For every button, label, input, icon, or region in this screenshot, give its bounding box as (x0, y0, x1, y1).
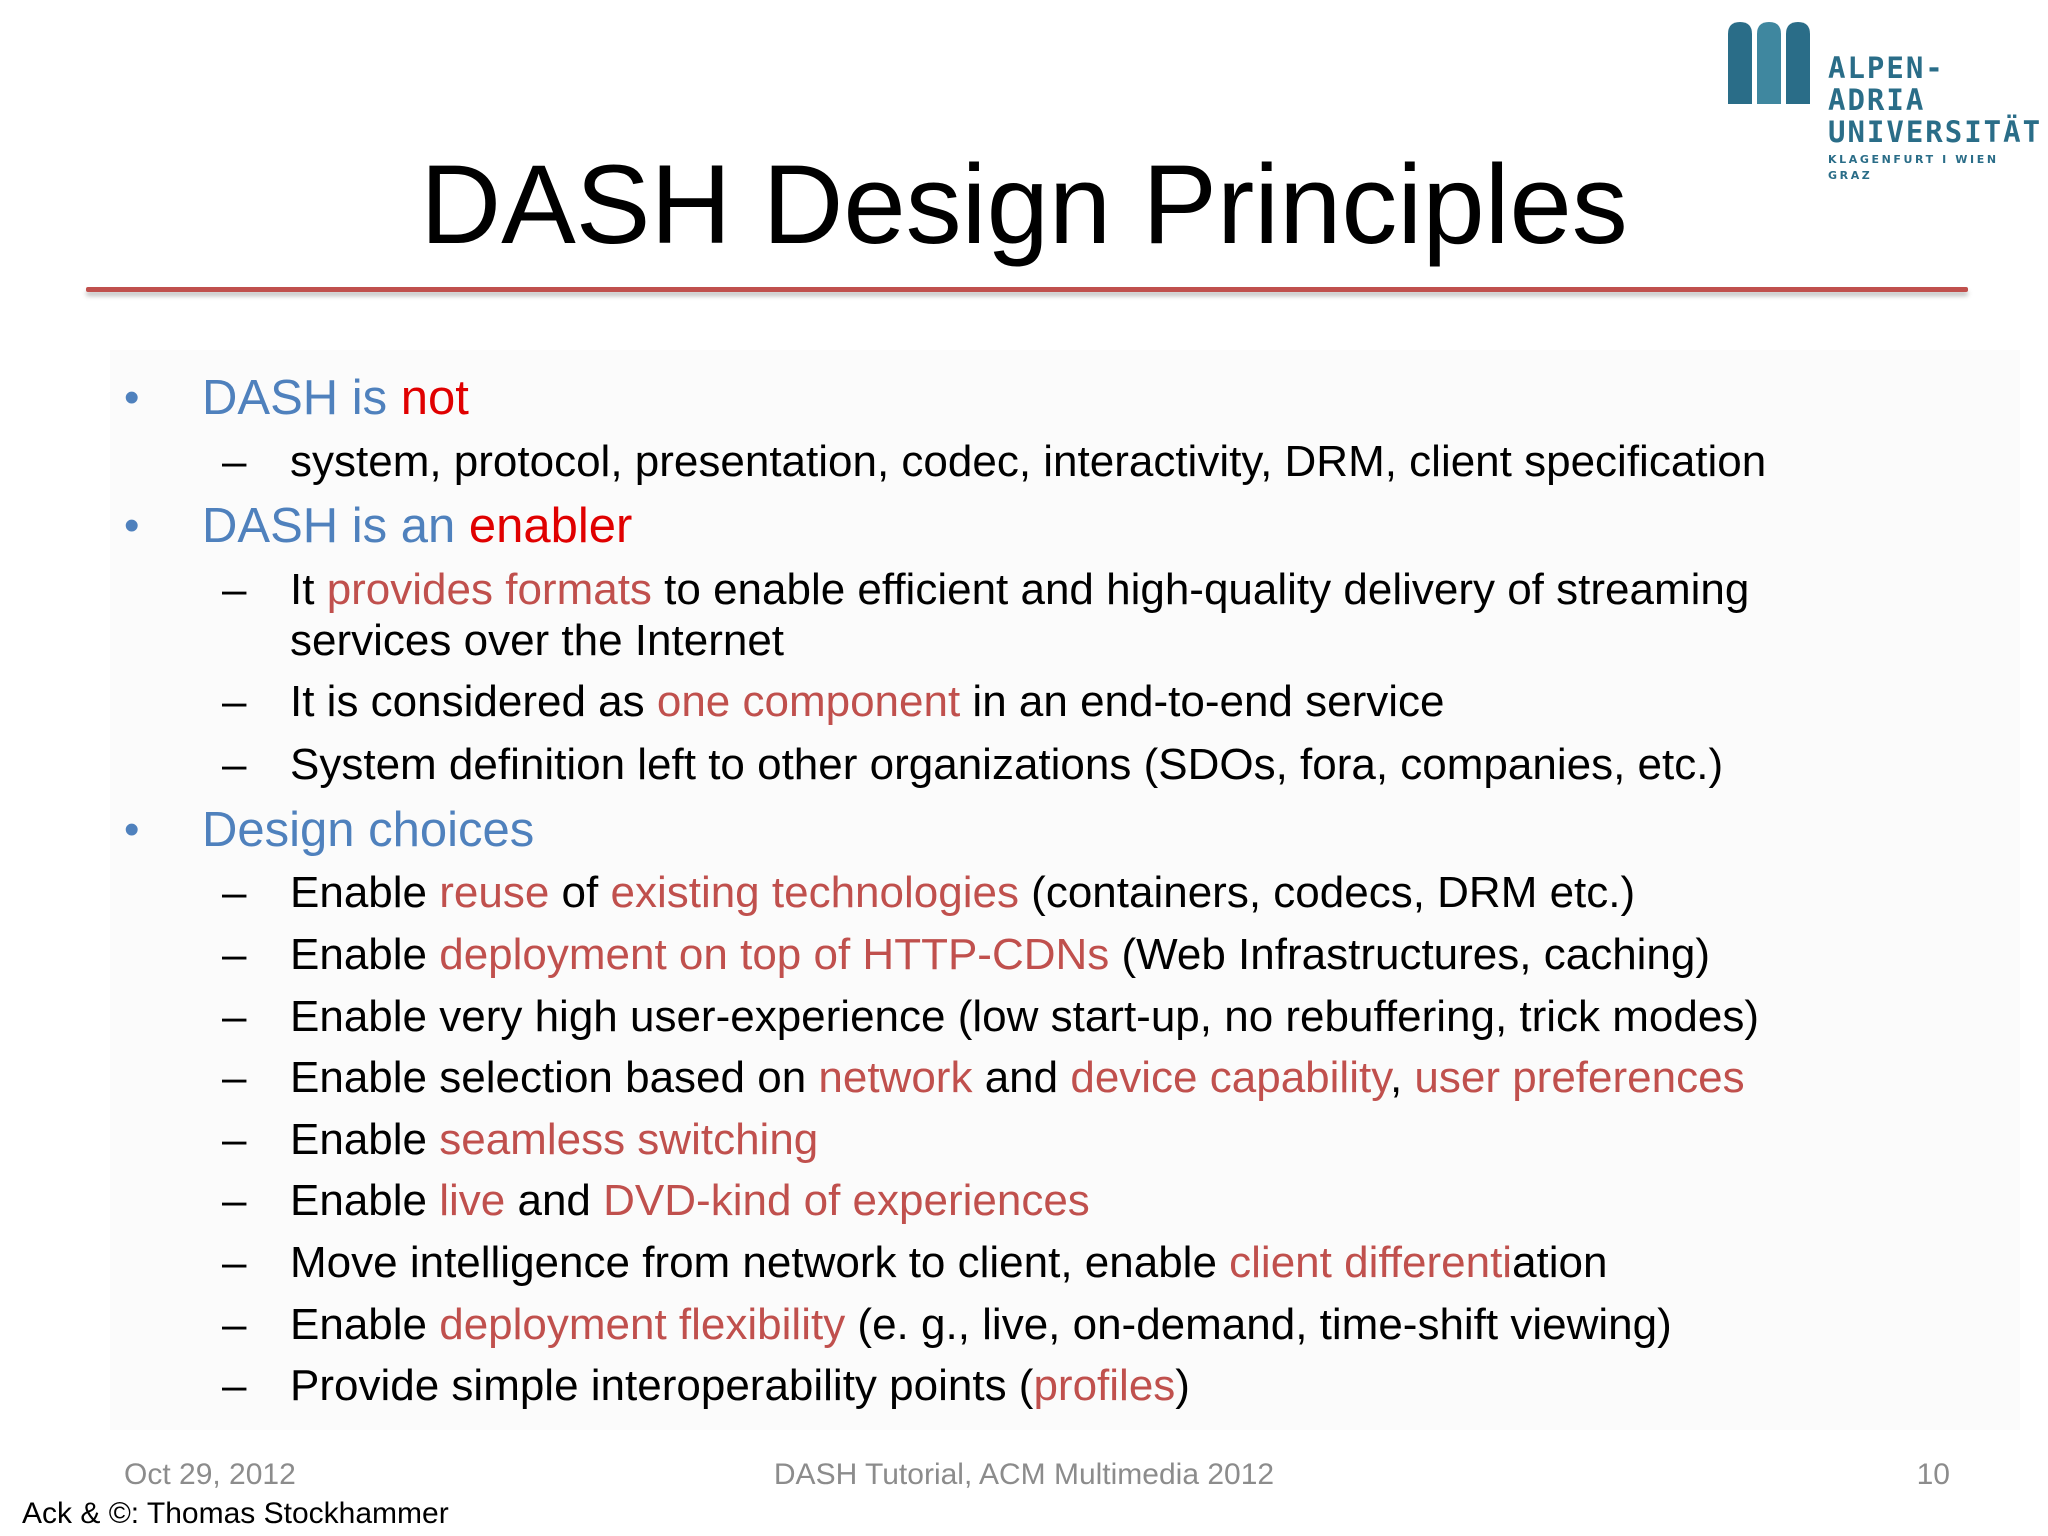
bullet-text: DASH is an (202, 499, 469, 553)
sub-bullet (290, 1298, 1672, 1352)
bullet-dash-is-an-enabler (202, 496, 632, 556)
acknowledgement: Ack & ©: Thomas Stockhammer (22, 1497, 449, 1530)
sub-bullet-marker: – (222, 740, 247, 789)
text: Move intelligence from network to client, enable (290, 1238, 1230, 1287)
highlight-text: client differenti (1229, 1238, 1513, 1287)
highlight-text: one component (656, 677, 961, 726)
text: ation (1512, 1238, 1608, 1287)
bullet-design-choices: Design choices (202, 803, 535, 857)
text: to enable efficient and high-quality delivery of streaming (651, 565, 1750, 614)
text: in an end-to-end service (960, 677, 1445, 726)
highlight-text: deployment on top of HTTP-CDNs (439, 930, 1110, 979)
sub-bullet (290, 1113, 818, 1167)
highlight-text: reuse (439, 868, 550, 917)
text: and (505, 1176, 604, 1225)
text: of (549, 868, 611, 917)
page-number: 10 (1916, 1458, 1950, 1491)
bullet-text: DASH is (202, 371, 401, 425)
sub-bullet (290, 1051, 1745, 1105)
text: (containers, codecs, DRM etc.) (1018, 868, 1636, 917)
logo-line-2: UNIVERSITÄT (1828, 115, 2043, 149)
text: Enable selection based on (290, 1053, 819, 1102)
sub-bullet (290, 1174, 1090, 1228)
logo-line-1: ALPEN-ADRIA (1828, 51, 1945, 117)
bullet-marker: • (124, 501, 140, 550)
sub-bullet-marker: – (222, 1115, 247, 1164)
sub-bullet-marker: – (222, 1361, 247, 1410)
text: Enable (290, 1176, 440, 1225)
highlight-text: deployment flexibility (439, 1300, 846, 1349)
sub-bullet-marker: – (222, 677, 247, 726)
slide-title: DASH Design Principles (420, 142, 1628, 267)
text: It (290, 565, 327, 614)
highlight-text: network (818, 1053, 973, 1102)
sub-bullet-continuation: services over the Internet (290, 616, 785, 665)
text: It is considered as (290, 677, 657, 726)
sub-bullet-marker: – (222, 992, 247, 1041)
sub-bullet-marker: – (222, 1238, 247, 1287)
text: ) (1175, 1361, 1190, 1410)
sub-bullet-marker: – (222, 1176, 247, 1225)
sub-bullet (290, 866, 1635, 920)
sub-bullet: Enable very high user-experience (low start-up, no rebuffering, trick modes) (290, 992, 1759, 1041)
bullet-marker: • (124, 805, 140, 854)
text: (Web Infrastructures, caching) (1109, 930, 1711, 979)
footer-center: DASH Tutorial, ACM Multimedia 2012 (773, 1458, 1275, 1491)
highlight-text: device capability (1070, 1053, 1390, 1102)
highlight-text: live (439, 1176, 506, 1225)
sub-bullet: system, protocol, presentation, codec, interactivity, DRM, client specification (290, 437, 1767, 486)
sub-bullet-marker: – (222, 1053, 247, 1102)
text: Enable (290, 1115, 440, 1164)
sub-bullet (290, 1359, 1190, 1413)
sub-bullet-marker: – (222, 437, 247, 486)
sub-bullet (290, 563, 1749, 617)
highlight-text: seamless switching (439, 1115, 819, 1164)
footer-date: Oct 29, 2012 (124, 1458, 296, 1491)
text: Enable (290, 868, 440, 917)
bullet-marker: • (124, 373, 140, 422)
emphasis-text: enabler (468, 499, 633, 553)
emphasis-text: not (400, 371, 469, 425)
highlight-text: existing technologies (610, 868, 1019, 917)
text: Enable (290, 1300, 440, 1349)
text: Enable (290, 930, 440, 979)
text: and (972, 1053, 1071, 1102)
highlight-text: provides formats (326, 565, 652, 614)
highlight-text: DVD-kind of experiences (603, 1176, 1090, 1225)
bullet-dash-is-not (202, 368, 469, 428)
sub-bullet-marker: – (222, 868, 247, 917)
text: (e. g., live, on-demand, time-shift viewing) (845, 1300, 1672, 1349)
highlight-text: profiles (1033, 1361, 1176, 1410)
text: , (1389, 1053, 1415, 1102)
sub-bullet: System definition left to other organizations (SDOs, fora, companies, etc.) (290, 740, 1724, 789)
sub-bullet-marker: – (222, 565, 247, 614)
logo-line-3: KLAGENFURT I WIEN GRAZ (1828, 153, 1999, 182)
sub-bullet (290, 1236, 1607, 1290)
sub-bullet-marker: – (222, 930, 247, 979)
sub-bullet (290, 675, 1444, 729)
sub-bullet-marker: – (222, 1300, 247, 1349)
text: Provide simple interoperability points ( (290, 1361, 1034, 1410)
highlight-text: user preferences (1414, 1053, 1745, 1102)
sub-bullet (290, 928, 1710, 982)
